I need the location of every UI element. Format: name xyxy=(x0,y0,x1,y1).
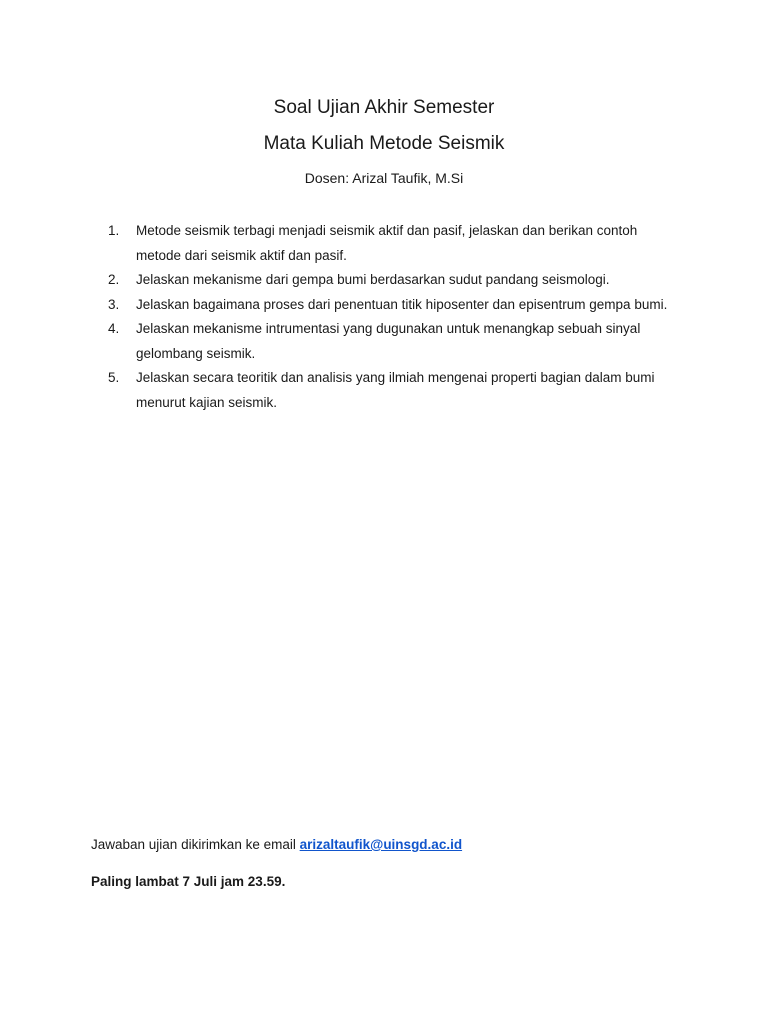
exam-title: Soal Ujian Akhir Semester xyxy=(273,97,495,118)
question-item xyxy=(108,366,668,415)
email-link[interactable]: arizaltaufik@uinsgd.ac.id xyxy=(299,837,463,852)
question-list xyxy=(108,219,668,415)
question-text: Jelaskan mekanisme dari gempa bumi berdasarkan sudut pandang seismologi. xyxy=(136,272,610,287)
question-text: Metode seismik terbagi menjadi seismik aktif dan pasif, jelaskan dan berikan contoh metode dari seismik aktif dan pasif. xyxy=(136,223,638,263)
question-number: 5. xyxy=(108,370,120,385)
question-item xyxy=(108,293,668,318)
question-number: 3. xyxy=(108,296,120,312)
question-number: 4. xyxy=(108,321,120,336)
question-text: Jelaskan secara teoritik dan analisis yang ilmiah mengenai properti bagian dalam bumi menurut kajian seismik. xyxy=(136,370,655,410)
question-text: Jelaskan bagaimana proses dari penentuan titik hiposenter dan episentrum gempa bumi. xyxy=(136,296,668,312)
document-header xyxy=(0,90,768,190)
course-title: Mata Kuliah Metode Seismik xyxy=(263,133,505,154)
question-item xyxy=(108,268,668,293)
email-prefix: Jawaban ujian dikirimkan ke email xyxy=(91,837,296,852)
submission-instruction xyxy=(91,835,462,855)
question-number: 1. xyxy=(108,223,120,238)
question-item xyxy=(108,317,668,366)
question-number: 2. xyxy=(108,272,120,287)
lecturer-name: Dosen: Arizal Taufik, M.Si xyxy=(304,170,464,186)
question-item xyxy=(108,219,668,268)
question-text: Jelaskan mekanisme intrumentasi yang dugunakan untuk menangkap sebuah sinyal gelombang seismik. xyxy=(136,321,641,361)
deadline-notice: Paling lambat 7 Juli jam 23.59. xyxy=(91,874,286,889)
